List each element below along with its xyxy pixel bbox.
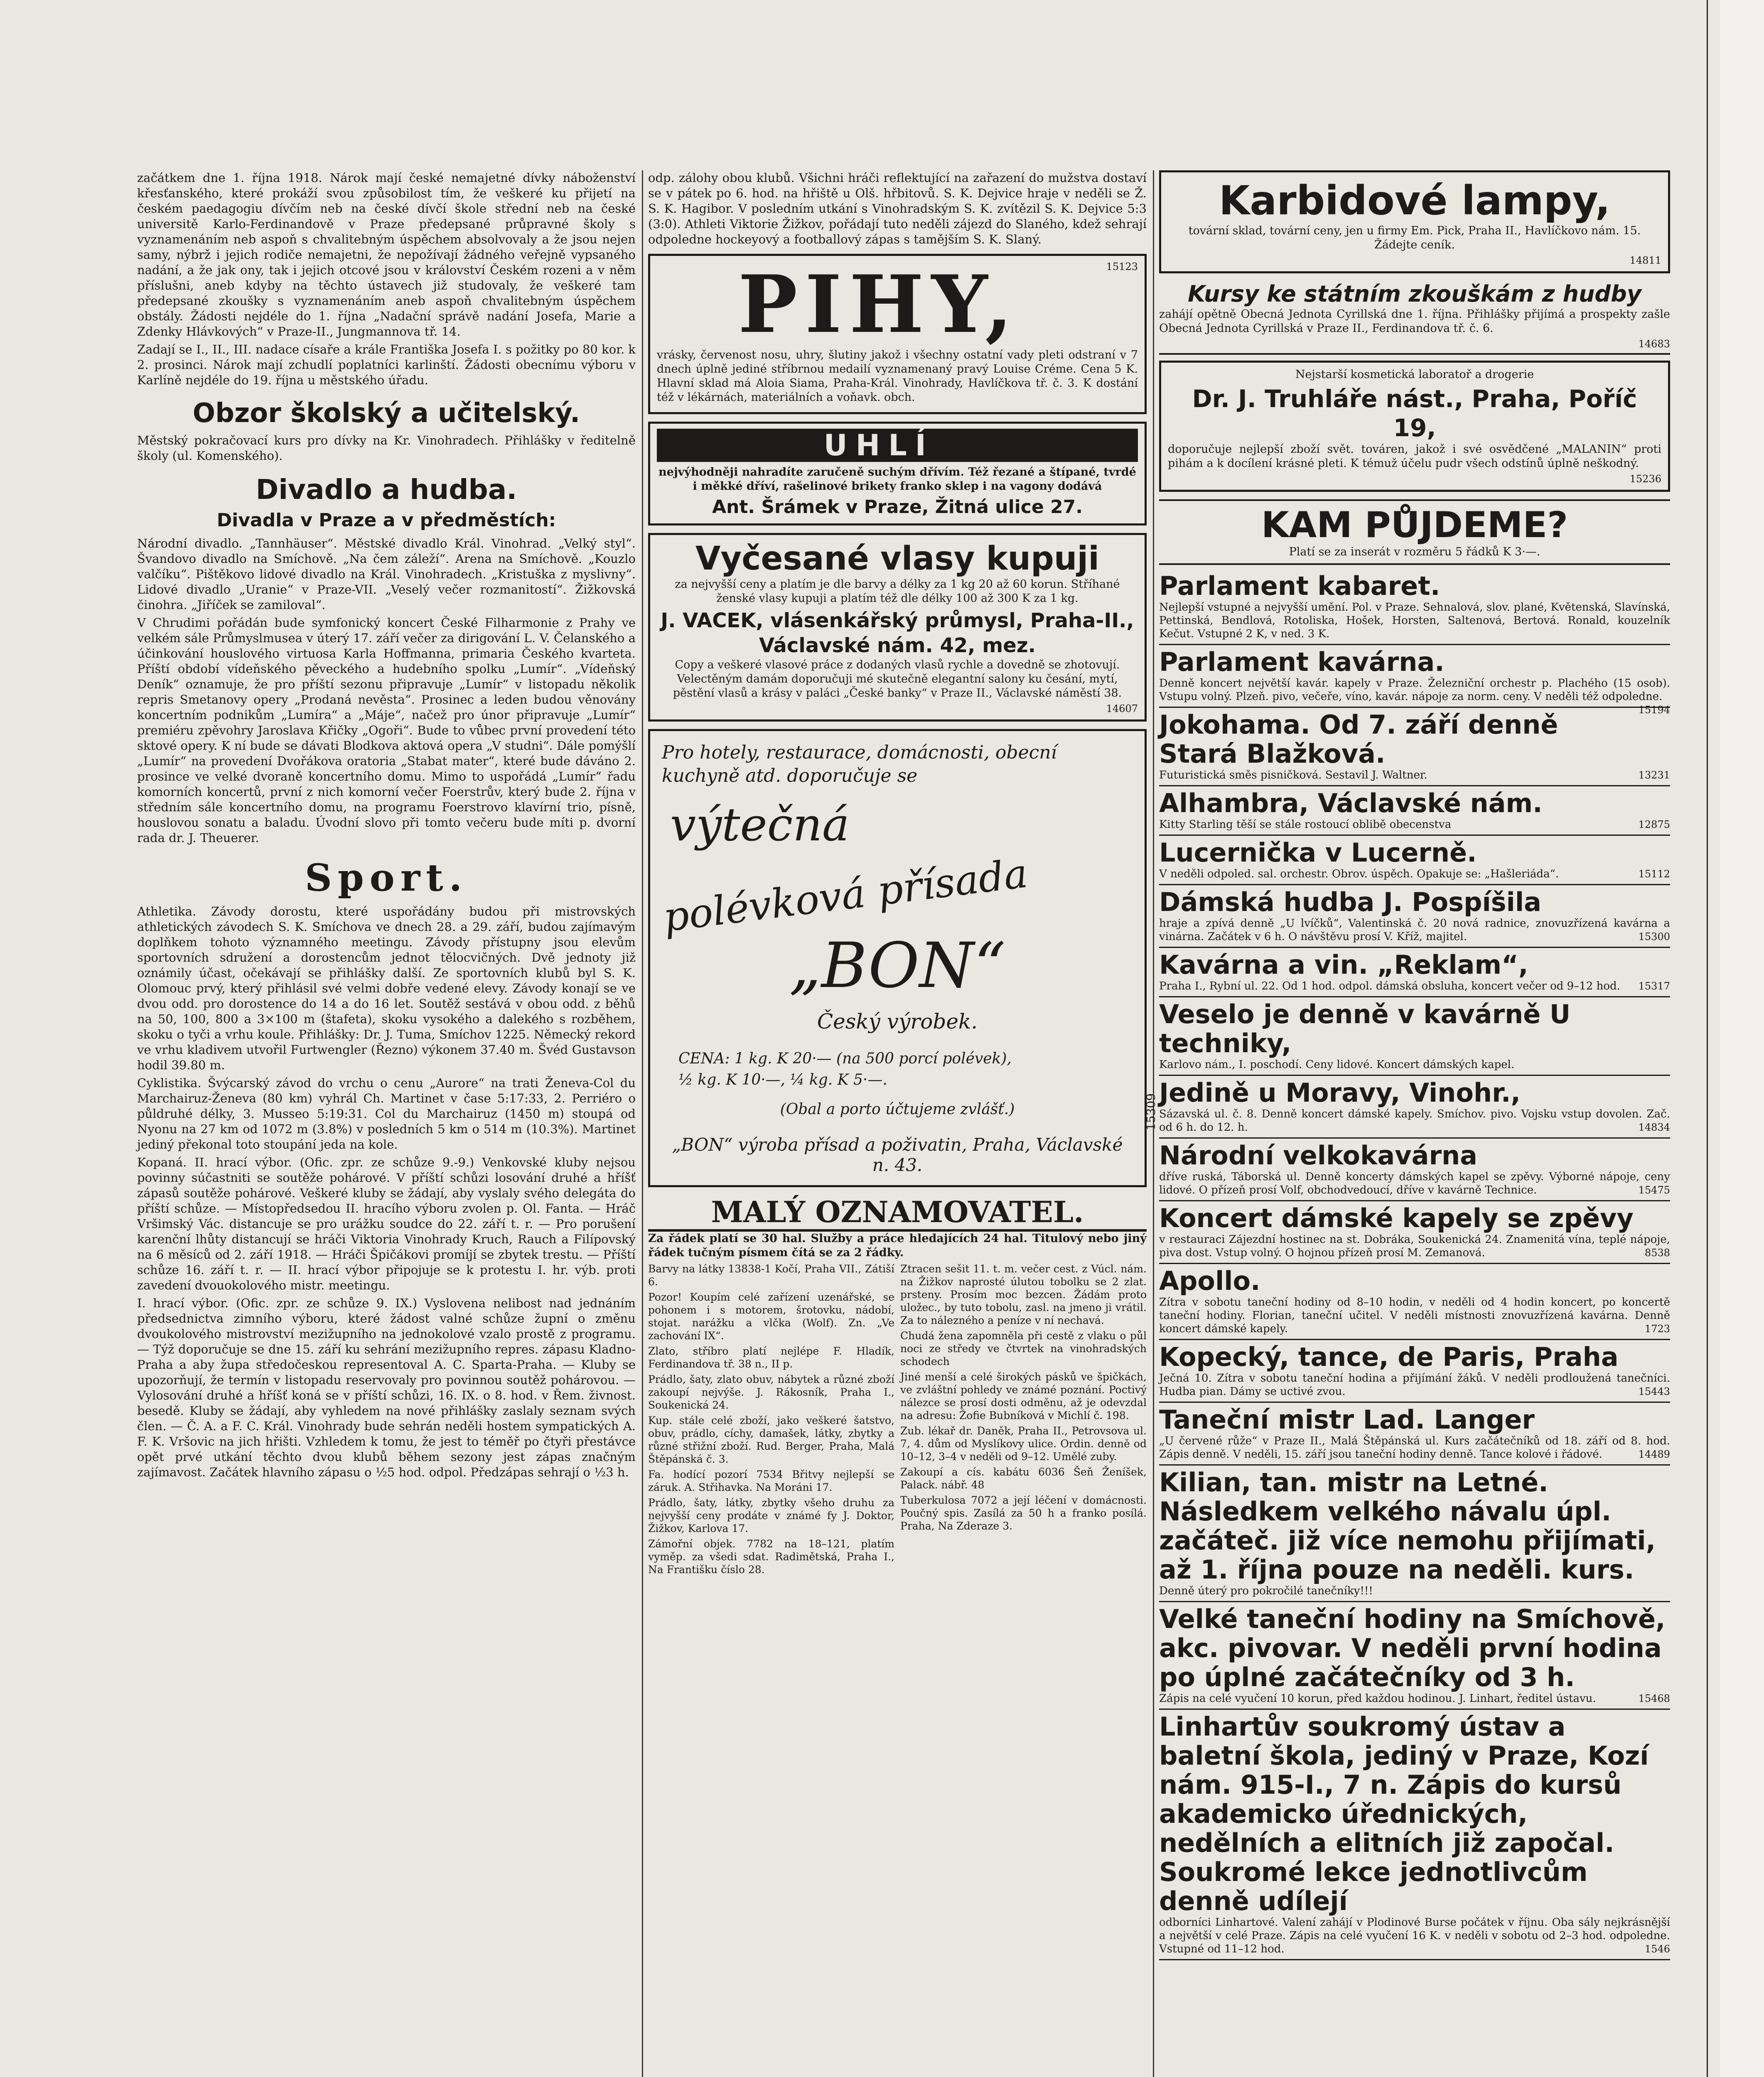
kam-ad-name: Jokohama. Od 7. září denně Stará Blažková. [1159, 710, 1558, 769]
kam-ad-name: Dámská hudba J. Pospíšila [1159, 887, 1541, 917]
kam-ad [1159, 1139, 1670, 1201]
sport-cycling: Cyklistika. Švýcarský závod do vrchu o cenu „Aurore“ na trati Ženeva-Col du Marchairuz-Ženeva (80 km) vyhrál Ch. Martinet v čase 5:17:33, 2. Perriéro o půldruhé délky, 3. Musseo 5:19:31. Col du Marchairuz (1450 m) stoupá od Nyonu na 27 km od 1072 m (3.8%) v posledních 5 km o 514 m (10.3%). Martinet jediný překonal toto stoupání jeda na kole. [137, 1076, 636, 1151]
ad-uhli-text: nejvýhodněji nahradíte zaručeně suchým dřívím. Též řezané a štípané, tvrdé i měkké dříví, rašelinové brikety franko sklep i na vagony dodává [658, 466, 1136, 493]
theatre-heading: Divadlo a hudba. [256, 474, 517, 506]
kam-ad-text: Zápis na celé vyučení 10 korun, před každou hodinou. J. Linhart, ředitel ústavu. [1159, 1692, 1596, 1705]
classified-item: Zakoupí a cís. kabátu 6036 Šeň Ženíšek, Palack. nábř. 48 [900, 1466, 1147, 1491]
kam-ad-name: Parlament kabaret. [1159, 571, 1440, 601]
theatre-subheading: Divadla v Praze a v předměstích: [216, 510, 556, 531]
classifieds-rates: Za řádek platí se 30 hal. Služby a práce hledajících 24 hal. Titulový nebo jiný řádek tučným písmem čítá se za 2 řádky. [648, 1232, 1147, 1259]
kam-ad-name: Lucernička v Lucerně. [1159, 837, 1477, 868]
ad-truhlar-name: Dr. J. Truhláře nást., Praha, Poříč 19, [1192, 385, 1637, 442]
kam-ad [1159, 1201, 1670, 1264]
ad-number: 15309 [1144, 1093, 1158, 1131]
ad-vlasy-seller: J. VACEK, vlásenkářský průmysl, Praha-II., Václavské nám. 42, mez. [661, 609, 1134, 657]
ad-bon-brand: „BON“ [789, 930, 1006, 1002]
ad-bon-price1: CENA: 1 kg. K 20·— (na 500 porcí polévek), [678, 1050, 1012, 1067]
scholarship-notice-2: Zadají se I., II., III. nadace císaře a krále Františka Josefa I. s požitky po 80 kor. k 2. prosinci. Nárok mají zchudlí poplatníci karlinští. Žádosti obecnímu výboru v Karlíně nejdéle do 19. října u městského úřadu. [137, 342, 636, 387]
kam-ad-text: Sázavská ul. č. 8. Denně koncert dámské kapely. Smíchov. pivo. Vojsku vstup dovolen. Zač. od 6 h. do 12. h. [1159, 1108, 1670, 1134]
ad-number: 14607 [1106, 703, 1138, 714]
ad-bon-shipping: (Obal a porto účtujeme zvlášť.) [780, 1101, 1015, 1118]
kam-ad-text: Nejlepší vstupné a nejvyšší umění. Pol. v Praze. Sehnalová, slov. plané, Květenská, Slavínská, Pettinská, Bendlová, Rotoliska, Hošek, Horsten, Saltenová, Bertová. Ronald, kouzelník Kečut. Vstupné 2 K, v ned. 3 K. [1159, 601, 1670, 640]
classifieds-heading: MALÝ OZNAMOVATEL. [648, 1195, 1147, 1232]
kam-ad-name: Taneční mistr Lad. Langer [1159, 1404, 1535, 1435]
kam-ad-text: Denně koncert největší kavár. kapely v Praze. Železniční orchestr p. Plachého (15 osob). Vstupu volný. Plzeň. pivo, večeře, víno, kavár. nápoje za norm. ceny. V neděli též odpoledne. [1159, 677, 1670, 703]
sport-football-1: I. hrací výbor. (Ofic. zpr. ze schůze 9. IX.) Vyslovena nelibost nad jednáním předsednictva zimního výboru, které žádost valné schůze župní o změnu dvoukolového mistrovství mezižupního na jednokolové vzalo prostě z programu. — Týž doporučuje se dne 15. září ku sehrání mezižupního repres. zápasu Kladno-Praha a aby župa středočeskou representoval A. C. Sparta-Praha. — Kluby se upozorňují, že termín v listopadu reservovaly pro povinnou soutěž pohárovou. — Vylosování druhé a hříšť koná se v příští schůzi, 16. IX. o 8. hod. v Řem. živnost. besedě. Kluby se žádají, aby vyhledem na nové přihlášky zaslaly seznam svých člen. — Č. A. a F. C. Král. Vinohrady bude sehrán neděli hostem sympatických A. F. K. Vršovic na jich hřišti. Vzhledem k tomu, že jest to téměř po čtyři přestávce opět prvé utkání těchto dvou klubů během sezony jest zápas značným zajímavost. Začátek hlavního zápasu o ½5 hod. odpol. Předzápas sehrají o ½3 h. [137, 1296, 636, 1479]
sport-football-2: Kopaná. II. hrací výbor. (Ofic. zpr. ze schůze 9.-9.) Venkovské kluby nejsou povinny súčastniti se soutěže pohárové. V příští schůzi losování druhé a hříšť zápasů soutěže pohárové. Veškeré kluby se žádají, aby vyslaly svého delegáta do příští schůze. — Místopředsedou II. hracího výboru zvolen p. Ol. Fanta. — Hráč Vršimský Vác. distancuje se pro urážku soudce do 22. září t. r. — Pro porušení karenční lhůty distancují se hráči Viktoria Vinohrady Kruch, Rauch a Filípovský na 6 měsíců od 2. září 1918. — Hráči Špičákovi promíjí se zbytek trestu. — Příští schůze 16. září t. r. — II. hrací výbor připojuje se k protestu I. hr. výb. proti zavedení dvouokolového mistr. meetingu. [137, 1155, 636, 1292]
kam-ad [1159, 1710, 1670, 1960]
ad-number: 14811 [1629, 255, 1661, 266]
kam-ad-text: hraje a zpívá denně „U lvíčků“, Valentinská č. 20 nová radnice, znovuzřízená kavárna a vinárna. Začátek v 6 h. O návštěvu prosí V. Kříž, majitel. [1159, 917, 1670, 943]
ad-uhli-title: UHLÍ [657, 429, 1138, 462]
classified-item: Jiné menší a celé širokých pásků ve špičkách, ve zvláštní pohledy ve známé poznání. Poctivý nálezce se prosí dosti odměnu, až je odevzdal na adresu: Žofie Bubníková v Michlí č. 198. [900, 1371, 1147, 1421]
kam-ad [1159, 786, 1670, 836]
kam-ad-name: Alhambra, Václavské nám. [1159, 788, 1543, 818]
classified-item: Zub. lékař dr. Daněk, Praha II., Petrovsova ul. 7, 4. dům od Myslíkovy ulice. Ordin. denně od 10–12, 3–4 v neděli od 9–12. Umělé zuby. [900, 1425, 1147, 1463]
kam-ad-name: Linhartův soukromý ústav a baletní škola, jediný v Praze, Kozí nám. 915-I., 7 n. Zápis do kursů akademicko úřednických, nedělních a elitních již započal. Soukromé lekce jednotlivcům denně udílejí [1159, 1711, 1649, 1916]
theatre-text: V Chrudimi pořádán bude symfonický koncert České Filharmonie z Prahy ve velkém sále Průmyslmusea v úterý 17. září večer za dirigování L. V. Čelanského a účinkování houslového virtuosa Karla Hoffmanna, primaria Českého kvarteta. Příští období vídeňského pěveckého a hudebního spolku „Lumír“. „Vídeňský Deník“ oznamuje, že pro příští sezonu připravuje „Lumír“ v listopadu několik repris Smetanovy opery „Prodaná nevěsta“. Prosinec a leden budou věnovány koncertním podnikům „Lumíra“ a „Máje“, načež pro únor připravuje „Lumír“ premiéru zpěvohry Jaroslava Křičky „Ogoři“. Bude to vůbec první provedení této sktové opery. K ní bude se dávati Blodkova aktová opera „V studni“. Dále pomýšlí „Lumír“ na provedení Dvořákova oratoria „Stabat mater“, které bude dáváno 2. prosince ve velké dvoraně koncertního domu. Mimo to uspořádá „Lumír“ řadu komorních koncertů, první z nich komorní večer Foerstrův, který bude 2. října v středním sále koncertního domu, na programu Foerstrovo klavírní trio, písně, houslovou sonatu a baladu. Úvodní slovo při tomto večeru bude míti p. dvorní rada dr. J. Theuerer. [137, 616, 636, 845]
classified-item: Zámořní objek. 7782 na 18–121, platím vyměp. za všedi sdat. Radimětská, Praha I., Na Františku číslo 28. [648, 1538, 894, 1576]
ad-number: 12875 [1638, 819, 1670, 830]
ad-number: 15300 [1638, 931, 1670, 943]
kam-ad-text: Karlovo nám., I. poschodí. Ceny lidové. Koncert dámských kapel. [1159, 1058, 1515, 1071]
classified-item: Tuberkulosa 7072 a její léčení v domácnosti. Poučný spis. Zasílá za 50 h a franko posílá. Praha, Na Zderaze 3. [900, 1494, 1147, 1532]
ad-number: 15475 [1638, 1184, 1670, 1196]
column-2 [648, 170, 1158, 2077]
ad-vlasy-text-2: Copy a veškeré vlasové práce z dodaných vlasů rychle a dovedně se zhotovují. Velectěným damám doporučuji mé skutečně elegantní salony ku česání, mytí, pěstění vlasů a krásy v paláci „České banky“ v Praze II., Václavské náměstí 38. [673, 658, 1122, 700]
page-margin [1720, 0, 1764, 2077]
kam-ad [1159, 1264, 1670, 1340]
kam-ad-text: Zítra v sobotu taneční hodiny od 8–10 hodin, v neděli od 4 hodin koncert, po koncertě taneční hodiny. Florian, taneční učitel. V neděli místnosti znovuzřízená kavárna. Denně koncert dámské kapely. [1159, 1296, 1670, 1335]
kam-ad [1159, 645, 1670, 716]
kam-ad-text: v restauraci Zájezdní hostinec na st. Dobráka, Soukenická 24. Znamenitá vína, teplé nápoje, piva dost. Vstup volný. O hojnou přízeň prosí M. Zemanová. [1159, 1233, 1670, 1259]
ad-vlasy [648, 533, 1147, 722]
ad-pihy [648, 254, 1147, 414]
ad-bon [648, 729, 1158, 1187]
classifieds [648, 1262, 1147, 1579]
ad-number: 14683 [1638, 338, 1670, 350]
ad-kursy-title: Kursy ke státním zkouškám z hudby [1188, 281, 1641, 307]
kam-ad-text: Ječná 10. Zítra v sobotu taneční hodina a přijímání žáků. V neděli prodloužená tanečníci. Hudba pian. Dámy se uctivé zvou. [1159, 1372, 1670, 1398]
classified-item: Ztracen sešit 11. t. m. večer cest. z Vúcl. nám. na Žižkov naprosté úlutou tobolku se 2 zlat. prsteny. Prosím moc bezcen. Žádám proto uložec., by tuto tobolu, zasl. na jmeno ji vrátil. Za to nálezného a peníze v ní nechavá. [900, 1263, 1147, 1326]
kam-ad-name: Jedině u Moravy, Vinohr., [1159, 1078, 1521, 1108]
ad-kursy-text: zahájí opětně Obecná Jednota Cyrillská dne 1. října. Přihlášky přijímá a prospekty zašle Obecná Jednota Cyrillská v Praze II., Ferdinandova tř. č. 6. [1159, 308, 1670, 335]
kam-pujdeme-rates: Platí se za inserát v rozměru 5 řádků K 3·—. [1289, 545, 1540, 558]
kam-ad-text: V neděli odpoled. sal. orchestr. Obrov. úspěch. Opakuje se: „Hašleriáda“. [1159, 868, 1559, 880]
classified-item: Fa. hodící pozorí 7534 Břitvy nejlepší se záruk. A. Střihavka. Na Moráni 17. [648, 1468, 894, 1493]
ad-number: 15236 [1629, 473, 1661, 485]
sport-athletics: Athletika. Závody dorostu, které uspořádány budou při mistrovských athletických závodech S. K. Smíchova ve dnech 28. a 29. září, budou zajímavým doplňkem tohoto významného meetingu. Závody přístupny jsou elevům sportovních sdružení a dorostencům jednot tělocvičných. Dvě jednoty již oznámily účast, očekávají se přihlášky další. Ze sportovních klubů byl S. K. Olomouc prvý, který přihlásil své velmi dobře vedené elevy. Závody konají se ve dvou odd. pro dorostence do 14 a do 16 let. Soutěž sestává v obou odd. z běhů na 50, 100, 800 a 3×100 m (štafeta), skoku vysokého a dalekého s rozběhem, skoku o tyči a vrhu koule. Přihlášky: Dr. J. Tuma, Smíchov 1225. Německý rekord ve vrhu kladivem utvořil Furtwengler (Řezno) výkonem 37.40 m. Švéd Gustavson hodil 39.80 m. [137, 904, 636, 1072]
ad-number: 14489 [1638, 1448, 1670, 1460]
classified-item: Chudá žena zapomněla při cestě z vlaku o půl noci ze středy ve čtvrtek na vinohradských schodech [900, 1330, 1147, 1367]
kam-ad-name: Kilian, tan. mistr na Letné. Následkem velkého návalu úpl. začáteč. již více nemohu přijímati, až 1. října pouze na neděli. kurs. [1159, 1467, 1656, 1585]
kam-ad-text: dříve ruská, Táborská ul. Denně koncerty dámských kapel se zpěvy. Výborné nápoje, ceny lidové. O přízeň prosí Volf, obchodvedoucí, dříve v kavárně Technice. [1159, 1171, 1670, 1196]
classified-item: Prádlo, šaty, zlato obuv, nábytek a různé zboží zakoupí nejvýše. J. Rákosník, Praha I., Soukenická 24. [648, 1373, 894, 1411]
kam-ad [1159, 1403, 1670, 1466]
theatre-list: Národní divadlo. „Tannhäuser“. Městské divadlo Král. Vinohrad. „Velký styl“. Švandovo divadlo na Smíchově. „Na čem záleží“. Arena na Smíchově. „Kouzlo valčíku“. Pištěkovo lidové divadlo na Král. Vinohradech. „Kristuška z myslivny“. Lidové divadlo „Uranie“ v Praze-VII. „Veselý večer rozmanitostí“. Žižkovská činohra. „Jiříček se zamiloval“. [137, 536, 636, 612]
kam-ad [1159, 569, 1670, 645]
ad-truhlar-text: doporučuje nejlepší zboží svět. továren, jakož i své osvědčené „MALANIN“ proti pihám a k docílení krásné pleti. K témuž účelu pudr všech odstínů úplně neškodný. [1168, 443, 1661, 470]
ad-number: 15123 [1106, 261, 1138, 273]
scholarship-notice: začátkem dne 1. října 1918. Nárok mají české nemajetné dívky náboženství křesťanského, které prokáží svou způsobilost tím, že veškeré ku přijetí na českém paedagogiu dívčím neb na české dívčí škole střední neb na české universitě Karlo-Ferdinandově v Praze předepsané průpravné školy s vyznamenáním neb aspoň s chvalitebným úspěchem absolvovaly a že jsou nejen samy, nýbrž i jejich rodiče nemajetni, že nepožívají žádného veřejně vypsaného nadání, a že jak ony, tak i jejich otcové jsou v království Českém rozeni a v něm příslušni, aneb kdyby na těchto ústavech již studovaly, že veškeré tam předepsané zkoušky s vyznamenáním aneb aspoň chvalitebným úspěchem obstály. Žádosti nejdéle do 1. října „Nadační správě nadání Josefa, Marie a Zdenky Hlávkových“ v Praze-II., Jungmannova tř. 14. [137, 171, 636, 339]
kam-ad [1159, 1076, 1670, 1139]
ad-uhli [648, 422, 1147, 525]
kam-ad [1159, 1340, 1670, 1403]
ad-vlasy-text: za nejvyšší ceny a platím je dle barvy a délky za 1 kg 20 až 60 korun. Stříhané ženské vlasy kupuji a platím též dle délky 100 až 300 K za 1 kg. [675, 578, 1120, 605]
ad-number: 1723 [1644, 1323, 1670, 1335]
ad-bon-price2: ½ kg. K 10·—, ¼ kg. K 5·—. [678, 1071, 887, 1088]
kam-ad [1159, 836, 1670, 885]
ad-pihy-title: PIHY, [738, 258, 1020, 351]
classified-item: Zlato, stříbro platí nejlépe F. Hladík, Ferdinandova tř. 38 n., II p. [648, 1345, 894, 1370]
kam-ad-name: Parlament kavárna. [1159, 647, 1445, 677]
kam-ad-name: Národní velkokavárna [1159, 1140, 1478, 1171]
ad-number: 1546 [1644, 1943, 1670, 1955]
ad-kursy [1159, 281, 1670, 355]
ad-karbid [1159, 170, 1670, 273]
kam-ad [1159, 1602, 1670, 1710]
ad-number: 14834 [1638, 1122, 1670, 1133]
kam-ad [1159, 997, 1670, 1076]
kam-ad-name: Apollo. [1159, 1266, 1260, 1296]
ad-number: 13231 [1638, 769, 1670, 781]
ad-number: 8538 [1644, 1247, 1670, 1259]
school-heading: Obzor školský a učitelský. [192, 398, 580, 429]
kam-ad-name: Koncert dámské kapely se zpěvy [1159, 1203, 1634, 1233]
ad-number: 15194 [1638, 704, 1670, 716]
ad-truhlar [1159, 361, 1670, 492]
kam-pujdeme-heading: KAM PŮJDEME? [1261, 504, 1568, 546]
ad-bon-line1: výtečná [670, 798, 850, 851]
classifieds-right [900, 1262, 1147, 1579]
kam-ad [1159, 885, 1670, 948]
ad-bon-origin: Český výrobek. [817, 1009, 978, 1034]
classified-item: Pozor! Koupím celé zařízení uzenářské, se pohonem i s motorem, šrotovku, nádobí, stojat. narážku a vlčka (Wolf). Zn. „Ve zachování IX“. [648, 1291, 894, 1342]
classifieds-left [648, 1262, 894, 1579]
kam-ad-text: Denně úterý pro pokročilé tanečníky!!! [1159, 1585, 1373, 1597]
ad-number: 15443 [1638, 1386, 1670, 1397]
divider [1159, 563, 1670, 565]
school-text: Městský pokračovací kurs pro dívky na Kr. Vinohradech. Přihlášky v ředitelně školy (ul. Komenského). [137, 433, 636, 463]
kam-ad-text: Praha I., Rybní ul. 22. Od 1 hod. odpol. dámská obsluha, koncert večer od 9–12 hod. [1159, 980, 1620, 992]
classified-item: Prádlo, šaty, látky, zbytky všeho druhu za nejvyšší ceny prodáte v známé fy J. Doktor, Žižkov, Karlova 17. [648, 1497, 894, 1534]
column-1 [137, 170, 636, 2077]
column-rule [642, 170, 643, 2077]
ad-bon-footer: „BON“ výroba přísad a poživatin, Praha, Václavské n. 43. [672, 1134, 1123, 1175]
sport-continued: odp. zálohy obou klubů. Všichni hráči reflektující na zařazení do mužstva dostaví se v pátek po 6. hod. na hřiště u Olš. hřbitovů. S. K. Dejvice hraje v neděli se Ž. S. K. Hagibor. V posledním utkání s Vinohradským S. K. zvítězil S. K. Dejvice 5:3 (3:0). Athleti Viktorie Žižkov, pořádají tuto neděli zájezd do Slaného, kdež sehrají odpoledne hockeyový a footballový zápas s tamějším S. K. Slaný. [648, 171, 1147, 246]
ad-karbid-title: Karbidové lampy, [1219, 177, 1610, 224]
kam-ad [1159, 948, 1670, 997]
ad-bon-line2: polévková přísada [661, 850, 1030, 941]
kam-ad-text: odborníci Linhartové. Valení zahájí v Plodinové Burse počátek v říjnu. Oba sály nejkrásnější a největší v celé Praze. Zápis na celé vyučení 16 K. v neděli v sobotu od 2–3 hod. odpoledne. Vstupné od 11–12 hod. [1159, 1916, 1670, 1955]
divider [1159, 499, 1670, 501]
ad-bon-intro: Pro hotely, restaurace, domácnosti, obecní kuchyně atd. doporučuje se [662, 742, 1057, 786]
classified-item: Kup. stále celé zboží, jako veškeré šatstvo, obuv, prádlo, cíchy, damašek, látky, zbytky a různé střižní zboží. Rud. Berger, Praha, Malá Štěpánská č. 3. [648, 1414, 894, 1465]
ad-truhlar-pre: Nejstarší kosmetická laboratoř a drogerie [1295, 368, 1534, 381]
kam-ad [1159, 1466, 1670, 1602]
kam-ad-name: Velké taneční hodiny na Smíchově, akc. pivovar. V neděli první hodina po úplné začátečníky od 3 h. [1159, 1604, 1666, 1692]
kam-ad-text: Futuristická směs pisničková. Sestavil J. Waltner. [1159, 769, 1427, 781]
kam-ad-text: Kitty Starling těší se stále rostoucí oblibě obecenstva [1159, 818, 1452, 831]
ad-number: 15191 [1106, 429, 1138, 440]
ad-uhli-seller: Ant. Šrámek v Praze, Žitná ulice 27. [712, 496, 1083, 518]
ad-number: 15317 [1638, 980, 1670, 992]
ad-number: 15468 [1638, 1693, 1670, 1704]
page-edge [1707, 0, 1708, 2077]
kam-ad-name: Kopecký, tance, de Paris, Praha [1159, 1342, 1619, 1372]
ad-vlasy-title: Vyčesané vlasy kupuji [695, 540, 1099, 577]
classified-item: Barvy na látky 13838-1 Kočí, Praha VII., Zátiší 6. [648, 1263, 894, 1288]
column-3 [1159, 170, 1670, 2077]
kam-ad-name: Kavárna a vin. „Reklam“, [1159, 950, 1528, 980]
kam-ad-name: Veselo je denně v kavárně U techniky, [1159, 999, 1571, 1058]
kam-ad [1159, 708, 1670, 786]
ad-number: 15112 [1638, 868, 1670, 880]
sport-heading: Sport. [305, 856, 468, 900]
ad-pihy-text: vrásky, červenost nosu, uhry, šlutiny jakož i všechny ostatní vady pleti odstraní v 7 dnech úplně jediné stříbrnou medailí vyznamenaný pravý Louise Créme. Cena 5 K. Hlavní sklad má Aloia Siama, Praha-Král. Vinohrady, Havlíčkova tř. č. 3. K dostání též v lékárnách, materiálních a voňavk. obch. [657, 349, 1138, 404]
kam-ad-text: „U červené růže“ v Praze II., Malá Štěpánská ul. Kurs začátečníků od 18. září od 8. hod. Zápis denně. V neděli, 15. září jsou taneční hodiny denně. Tance kolové i řádové. [1159, 1435, 1670, 1461]
ad-karbid-text: tovární sklad, tovární ceny, jen u firmy Em. Pick, Praha II., Havlíčkovo nám. 15. Žádejte ceník. [1188, 224, 1641, 251]
